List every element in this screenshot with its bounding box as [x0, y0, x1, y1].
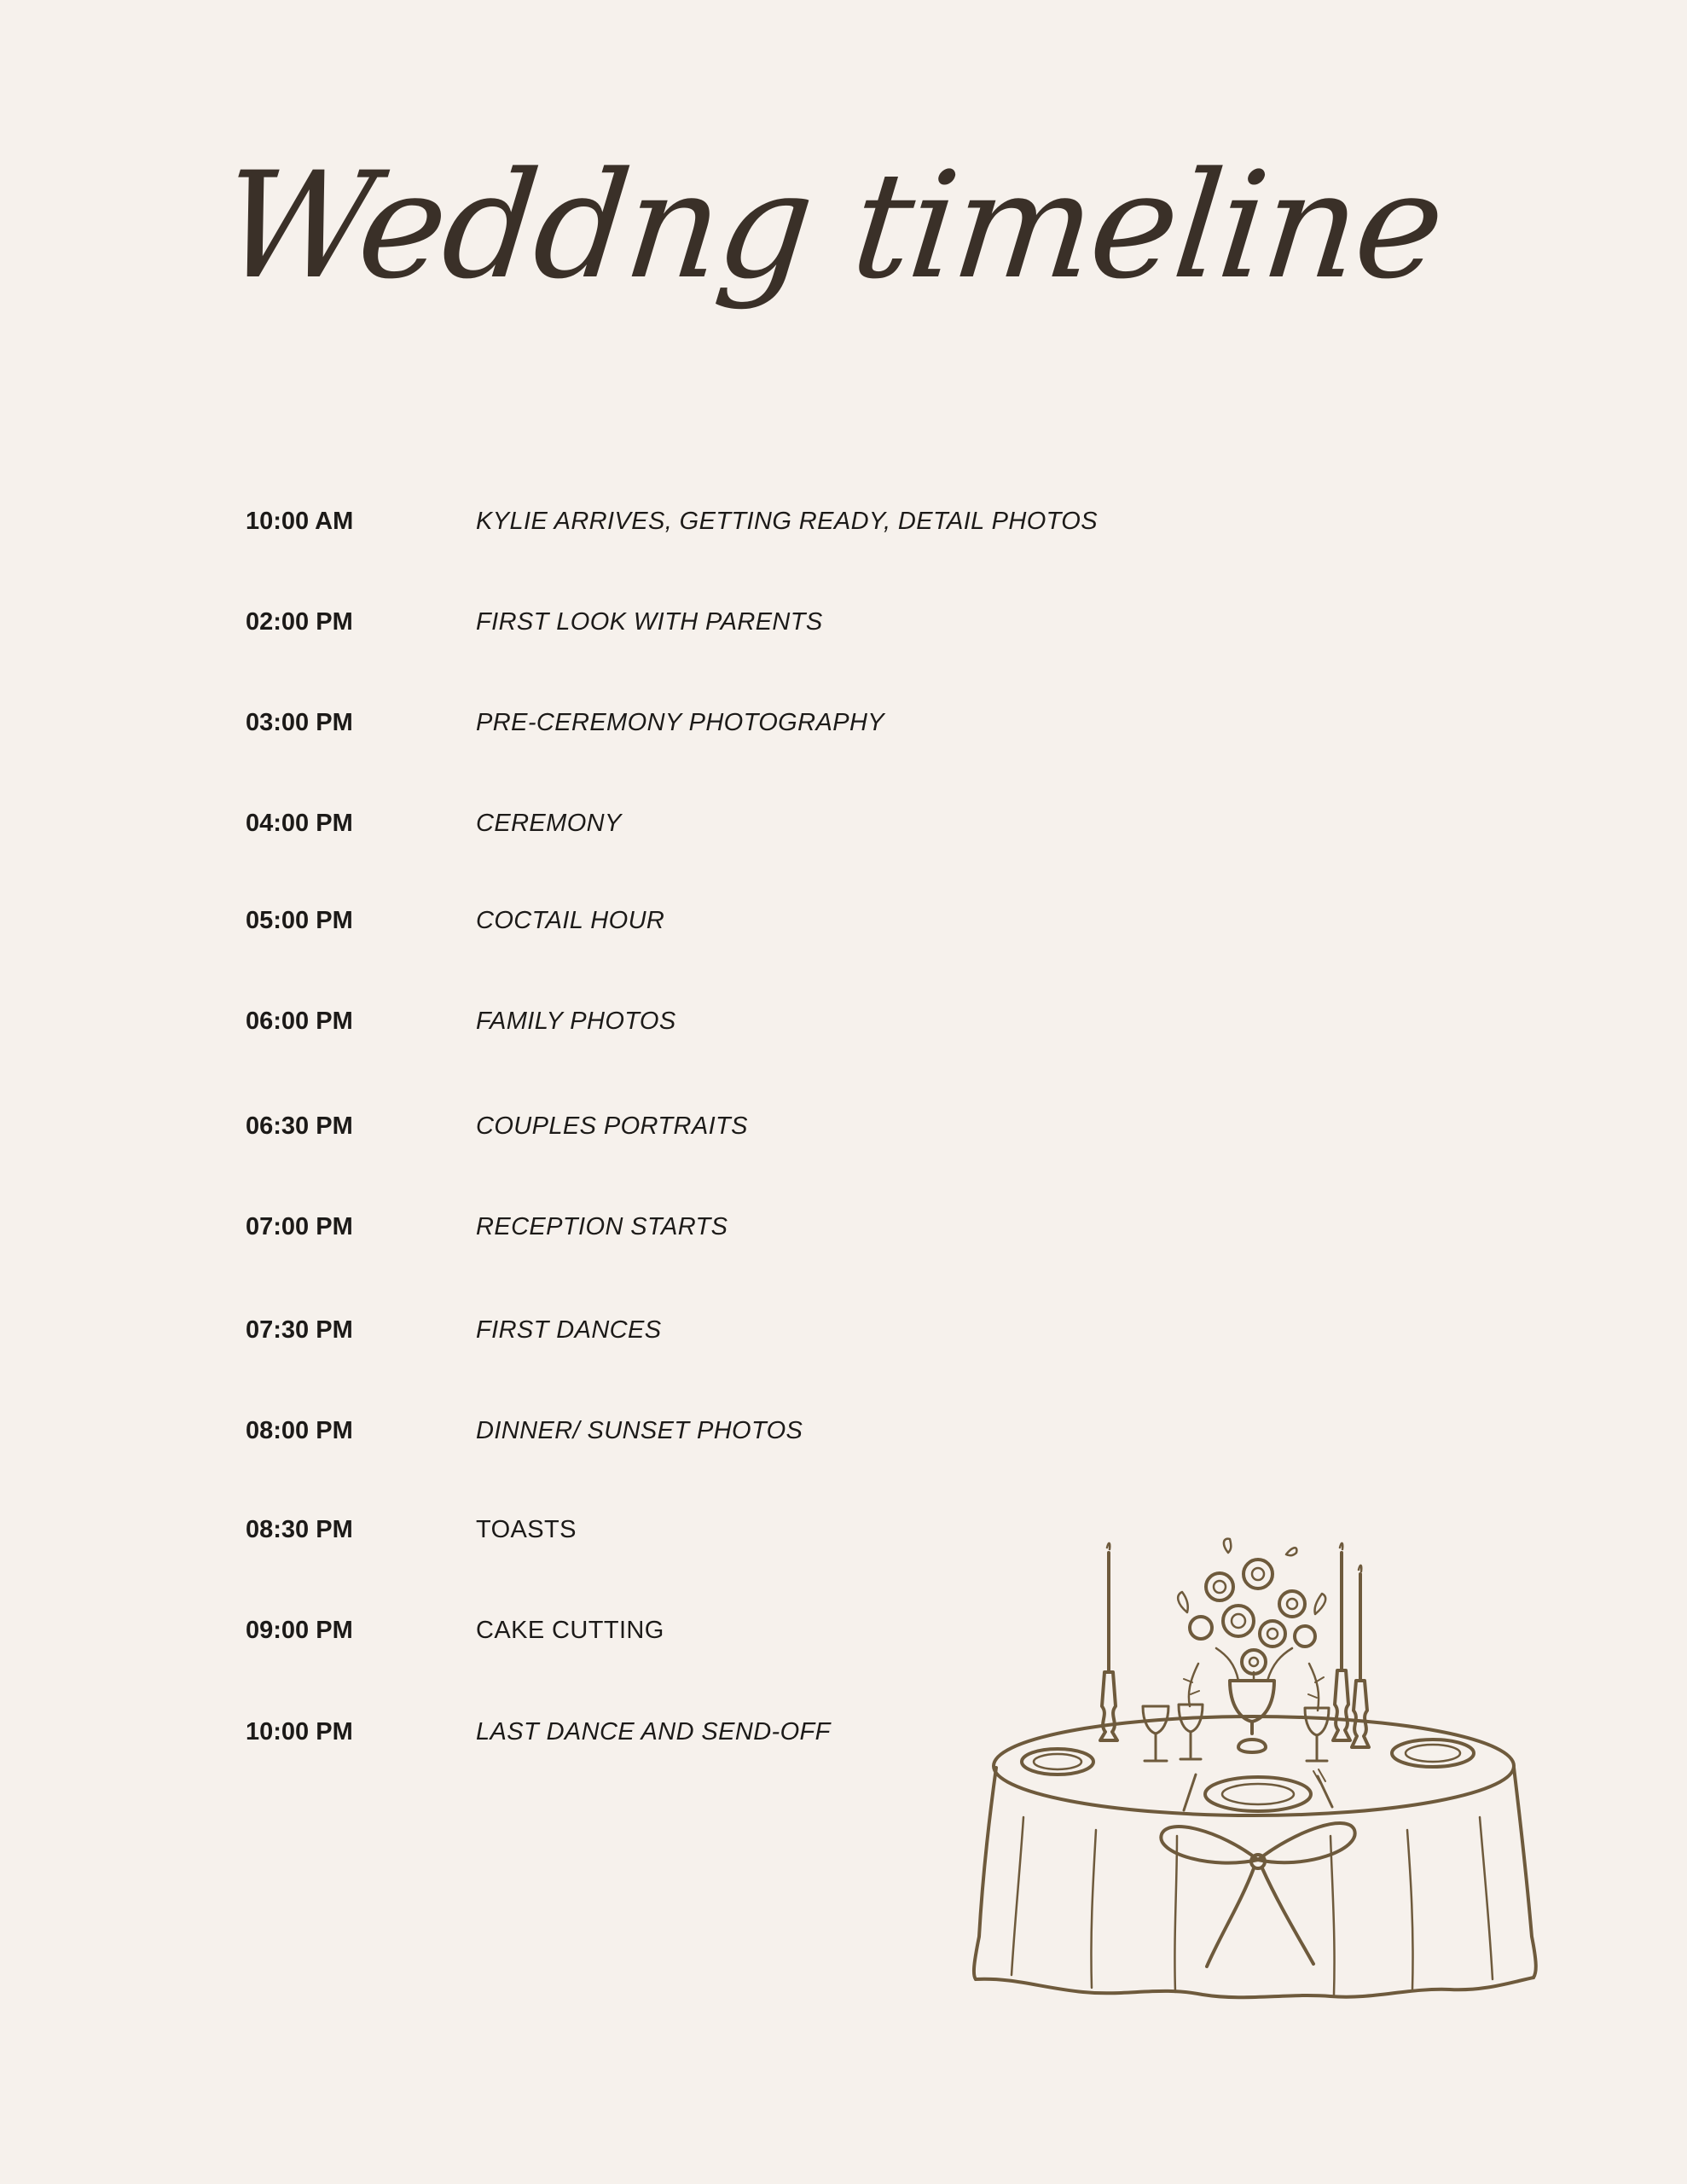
timeline-row — [0, 996, 1109, 1047]
timeline-row — [0, 596, 1109, 648]
event-label: CAKE CUTTING — [476, 1617, 664, 1644]
event-time: 08:00 PM — [246, 1417, 353, 1444]
event-label: KYLIE ARRIVES, GETTING READY, DETAIL PHOTOS — [476, 508, 1098, 535]
event-time: 10:00 AM — [246, 508, 354, 535]
event-label: CEREMONY — [476, 810, 622, 837]
event-label: FIRST DANCES — [476, 1316, 662, 1344]
event-label: COUPLES PORTRAITS — [476, 1112, 748, 1140]
event-time: 08:30 PM — [246, 1516, 353, 1543]
event-label: FAMILY PHOTOS — [476, 1008, 676, 1035]
timeline-row — [0, 1706, 1109, 1757]
event-time: 03:00 PM — [246, 709, 353, 736]
event-label: DINNER/ SUNSET PHOTOS — [476, 1417, 803, 1444]
timeline-row — [0, 697, 1109, 748]
timeline-row — [0, 798, 1109, 849]
event-label: COCTAIL HOUR — [476, 907, 665, 934]
event-time: 09:00 PM — [246, 1617, 353, 1644]
decorated-table-icon — [964, 1536, 1544, 2013]
event-time: 06:00 PM — [246, 1008, 353, 1035]
event-label: LAST DANCE AND SEND-OFF — [476, 1718, 831, 1745]
event-time: 07:00 PM — [246, 1213, 353, 1240]
event-time: 06:30 PM — [246, 1112, 353, 1140]
event-label: TOASTS — [476, 1516, 577, 1543]
page-title: Weddng timeline — [214, 140, 1450, 311]
timeline-row — [0, 1201, 1109, 1252]
event-time: 10:00 PM — [246, 1718, 353, 1745]
event-label: FIRST LOOK WITH PARENTS — [476, 608, 823, 636]
timeline-row — [0, 1101, 1109, 1152]
event-label: PRE-CEREMONY PHOTOGRAPHY — [476, 709, 885, 736]
timeline-row — [0, 496, 1109, 547]
timeline-row — [0, 1605, 1109, 1656]
timeline-row — [0, 1504, 1109, 1555]
event-label: RECEPTION STARTS — [476, 1213, 728, 1240]
timeline-row — [0, 895, 1109, 946]
timeline-row — [0, 1405, 1109, 1456]
event-time: 04:00 PM — [246, 810, 353, 837]
event-time: 07:30 PM — [246, 1316, 353, 1344]
event-time: 05:00 PM — [246, 907, 353, 934]
event-time: 02:00 PM — [246, 608, 353, 636]
timeline-row — [0, 1304, 1109, 1356]
